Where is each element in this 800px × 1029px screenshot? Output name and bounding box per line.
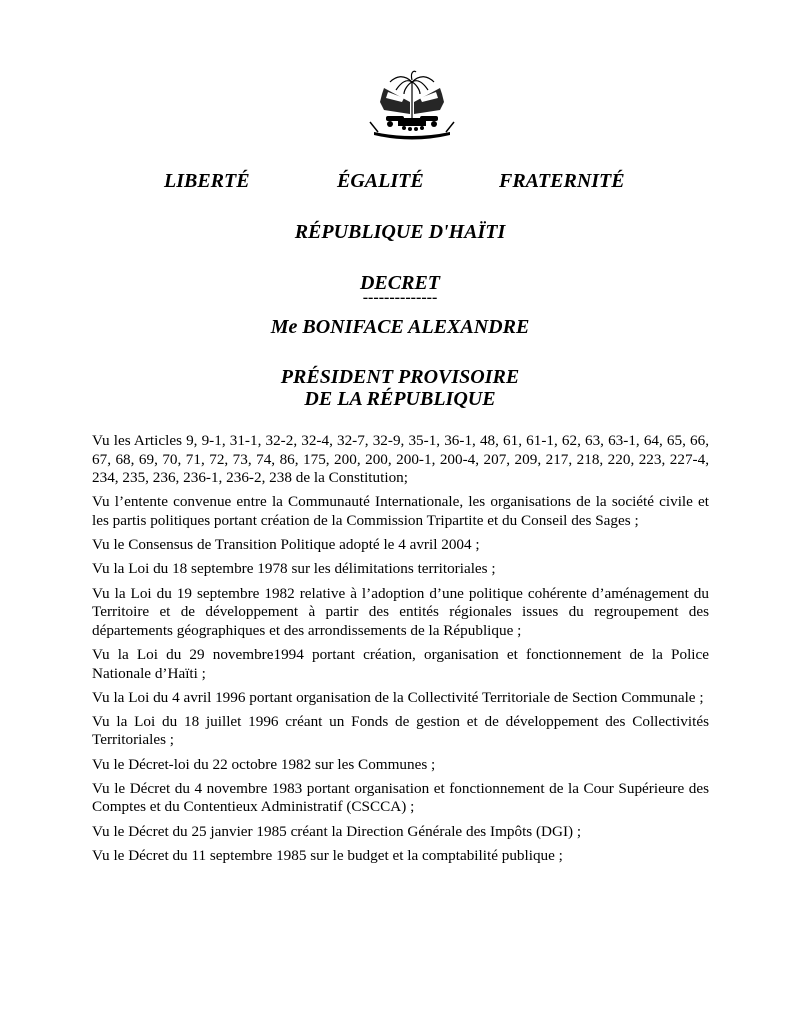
considerant-paragraph: Vu le Décret du 4 novembre 1983 portant organisation et fonctionnement de la Cour Supérieure des Comptes et du Contentieux Administratif (CSCCA) ; (92, 779, 709, 816)
republic-heading: RÉPUBLIQUE D'HAÏTI (294, 221, 506, 243)
considerant-paragraph: Vu la Loi du 19 septembre 1982 relative à l’adoption d’une politique cohérente d’aménagement du Territoire et de développement à partir des entités régionales issues du regroupement des départements géographiques et des arrondissements de la République ; (92, 584, 709, 639)
considerant-paragraph: Vu la Loi du 18 juillet 1996 créant un Fonds de gestion et de développement des Collectivités Territoriales ; (92, 712, 709, 749)
signatory-name: Me BONIFACE ALEXANDRE (270, 316, 530, 338)
decree-heading: DECRET (359, 272, 441, 294)
considerant-paragraph: Vu les Articles 9, 9-1, 31-1, 32-2, 32-4, 32-7, 32-9, 35-1, 36-1, 48, 61, 61-1, 62, 63, 63-1, 64, 65, 66, 67, 68, 69, 70, 71, 72, 73, 74, 86, 175, 200, 200, 200-1, 200-4, 207, 209, 217, 218, 220, 223, 227-4, 234, 235, 236, 236-1, 236-2, 238 de la Constitution; (92, 432, 709, 487)
motto-egalite: ÉGALITÉ (337, 170, 424, 192)
considerant-paragraph: Vu le Décret du 25 janvier 1985 créant la Direction Générale des Impôts (DGI) ; (92, 822, 582, 840)
heading-separator: -------------- (362, 289, 438, 306)
motto-liberte: LIBERTÉ (164, 170, 250, 192)
considerant-paragraph: Vu le Décret-loi du 22 octobre 1982 sur les Communes ; (92, 755, 436, 773)
coat-of-arms-emblem (364, 68, 460, 144)
president-title-line1: PRÉSIDENT PROVISOIRE (280, 366, 520, 388)
motto-fraternite: FRATERNITÉ (499, 170, 625, 192)
considerant-paragraph: Vu la Loi du 29 novembre1994 portant création, organisation et fonctionnement de la Police Nationale d’Haïti ; (92, 645, 709, 682)
decree-body (92, 432, 709, 871)
president-title-line2: DE LA RÉPUBLIQUE (304, 388, 496, 410)
considerant-paragraph: Vu la Loi du 18 septembre 1978 sur les délimitations territoriales ; (92, 560, 496, 578)
considerant-paragraph: Vu le Consensus de Transition Politique adopté le 4 avril 2004 ; (92, 536, 480, 554)
considerant-paragraph: Vu l’entente convenue entre la Communauté Internationale, les organisations de la société civile et les partis politiques portant création de la Commission Tripartite et du Conseil des Sages ; (92, 493, 709, 529)
considerant-paragraph: Vu le Décret du 11 septembre 1985 sur le budget et la comptabilité publique ; (92, 846, 563, 864)
considerant-paragraph: Vu la Loi du 4 avril 1996 portant organisation de la Collectivité Territoriale de Section Communale ; (92, 688, 704, 706)
